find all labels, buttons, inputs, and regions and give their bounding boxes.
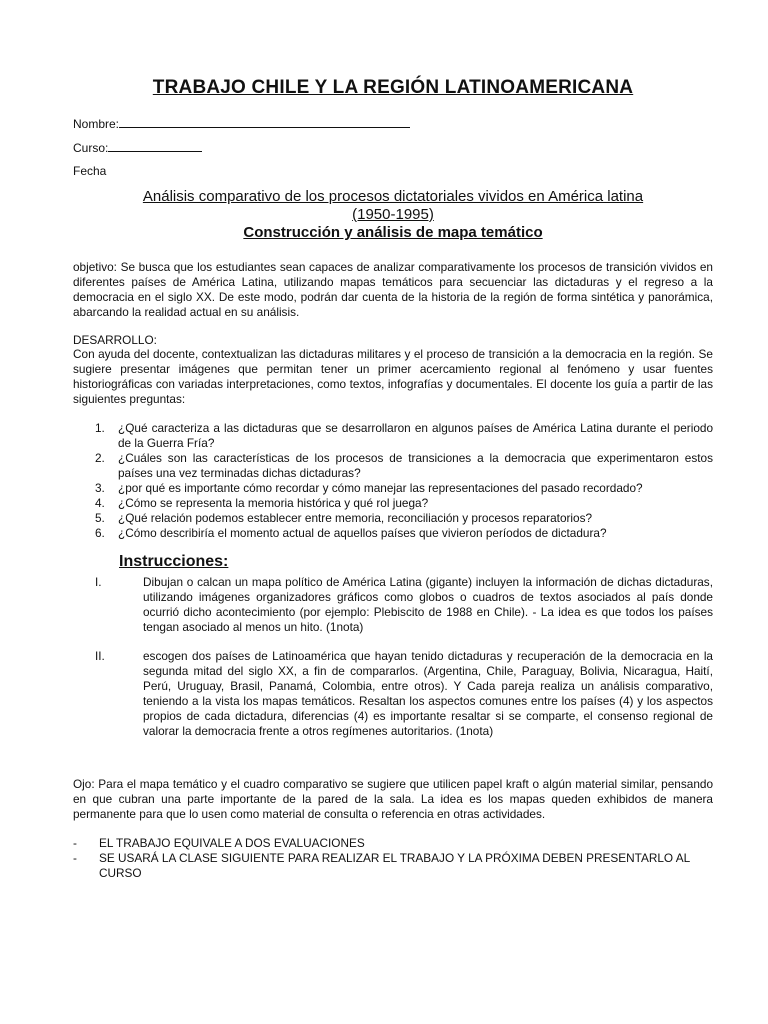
nombre-field <box>73 116 410 132</box>
question-number: 4. <box>95 496 105 510</box>
instrucciones-heading: Instrucciones: <box>119 553 229 570</box>
desarrollo-paragraph: Con ayuda del docente, contextualizan las dictaduras militares y el proceso de transición a la democracia en la región. Se sugiere presentar imágenes que permitan tener un primer acercamiento regional al fenómeno y usar fuentes historiográficas con variadas interpretaciones, como textos, infografías y documentales. El docente los guía a partir de las siguientes preguntas: <box>73 347 713 406</box>
desarrollo-heading: DESARROLLO: <box>73 333 157 347</box>
curso-blank-line <box>108 140 202 152</box>
subtitle-line-1: Análisis comparativo de los procesos dictatoriales vividos en América latina <box>142 188 644 205</box>
note-item <box>73 851 713 881</box>
subtitle-line-3: Construcción y análisis de mapa temático <box>243 224 543 241</box>
instruction-text: escogen dos países de Latinoamérica que hayan tenido dictaduras y recuperación de la democracia en la segunda mitad del siglo XX, a fin de compararlos. (Argentina, Chile, Paraguay, Bolivia, Nicaragua, Haití, Perú, Uruguay, Brasil, Panamá, Colombia, entre otros). Y Cada pareja realiza un análisis comparativo, teniendo a la vista los mapas temáticos. Resaltan los aspectos comunes entre los países (4) y los aspectos propios de cada dictadura, diferencias (4) es importante resaltar si se comparte, el consenso regional de valorar la democracia frente a otros regímenes autoritarios. (1nota) <box>143 649 713 738</box>
question-item <box>95 496 713 511</box>
question-text: ¿Qué relación podemos establecer entre memoria, reconciliación y procesos reparatorios? <box>118 511 593 525</box>
nombre-label: Nombre: <box>73 117 120 131</box>
fecha-label: Fecha <box>73 164 107 178</box>
ojo-paragraph: Ojo: Para el mapa temático y el cuadro comparativo se sugiere que utilicen papel kraft o algún material similar, pensando en que cubran una parte importante de la pared de la sala. La idea es los mapas queden exhibidos de manera permanente para que lo usen como material de consulta o referencia en otras actividades. <box>73 777 713 821</box>
question-text: ¿Cómo se representa la memoria histórica y qué rol juega? <box>118 496 429 510</box>
question-text: ¿Qué caracteriza a las dictaduras que se desarrollaron en algunos países de América Latina durante el periodo de la Guerra Fría? <box>118 421 713 450</box>
curso-label: Curso: <box>73 141 109 155</box>
question-number: 2. <box>95 451 105 465</box>
instruction-number: II. <box>95 649 105 663</box>
questions-list <box>95 421 713 541</box>
curso-field <box>73 140 202 156</box>
question-item <box>95 481 713 496</box>
fecha-field <box>73 164 106 179</box>
note-item <box>73 836 713 851</box>
document-subtitle <box>0 188 768 242</box>
note-text: SE USARÁ LA CLASE SIGUIENTE PARA REALIZAR EL TRABAJO Y LA PRÓXIMA DEBEN PRESENTARLO AL CURSO <box>99 851 690 880</box>
question-text: ¿Cuáles son las características de los procesos de transiciones a la democracia que experimentaron estos países una vez terminadas dichas dictaduras? <box>118 451 713 480</box>
objetivo-paragraph: objetivo: Se busca que los estudiantes sean capaces de analizar comparativamente los procesos de transición vividos en diferentes países de América Latina, utilizando mapas temáticos para secuenciar las dictaduras y el regreso a la democracia en el siglo XX. De este modo, podrán dar cuenta de la historia de la región de forma sintética y panorámica, abarcando la realidad actual en su análisis. <box>73 260 713 319</box>
question-text: ¿por qué es importante cómo recordar y cómo manejar las representaciones del pasado recordado? <box>118 481 643 495</box>
question-number: 5. <box>95 511 105 525</box>
question-number: 6. <box>95 526 105 540</box>
question-item <box>95 526 713 541</box>
subtitle-line-2: (1950-1995) <box>352 206 434 223</box>
note-bullet: - <box>73 836 77 850</box>
question-text: ¿Cómo describiría el momento actual de aquellos países que vivieron períodos de dictadura? <box>118 526 607 540</box>
question-item <box>95 451 713 481</box>
note-text: EL TRABAJO EQUIVALE A DOS EVALUACIONES <box>99 836 365 850</box>
note-bullet: - <box>73 851 77 865</box>
question-item <box>95 511 713 526</box>
question-number: 3. <box>95 481 105 495</box>
question-number: 1. <box>95 421 105 435</box>
nombre-blank-line <box>119 116 410 128</box>
instruction-text: Dibujan o calcan un mapa político de América Latina (gigante) incluyen la información de dichas dictaduras, utilizando imágenes organizadores gráficos como globos o cuadros de textos asociados al país donde ocurrió dicho acontecimiento (por ejemplo: Plebiscito de 1988 en Chile). - La idea es que todos los países tengan asociado al menos un hito. (1nota) <box>143 575 713 634</box>
instruction-item-1 <box>95 575 713 635</box>
question-item <box>95 421 713 451</box>
instruction-number: I. <box>95 575 102 589</box>
document-title: TRABAJO CHILE Y LA REGIÓN LATINOAMERICANA <box>152 77 634 98</box>
instruction-item-2 <box>95 649 713 739</box>
